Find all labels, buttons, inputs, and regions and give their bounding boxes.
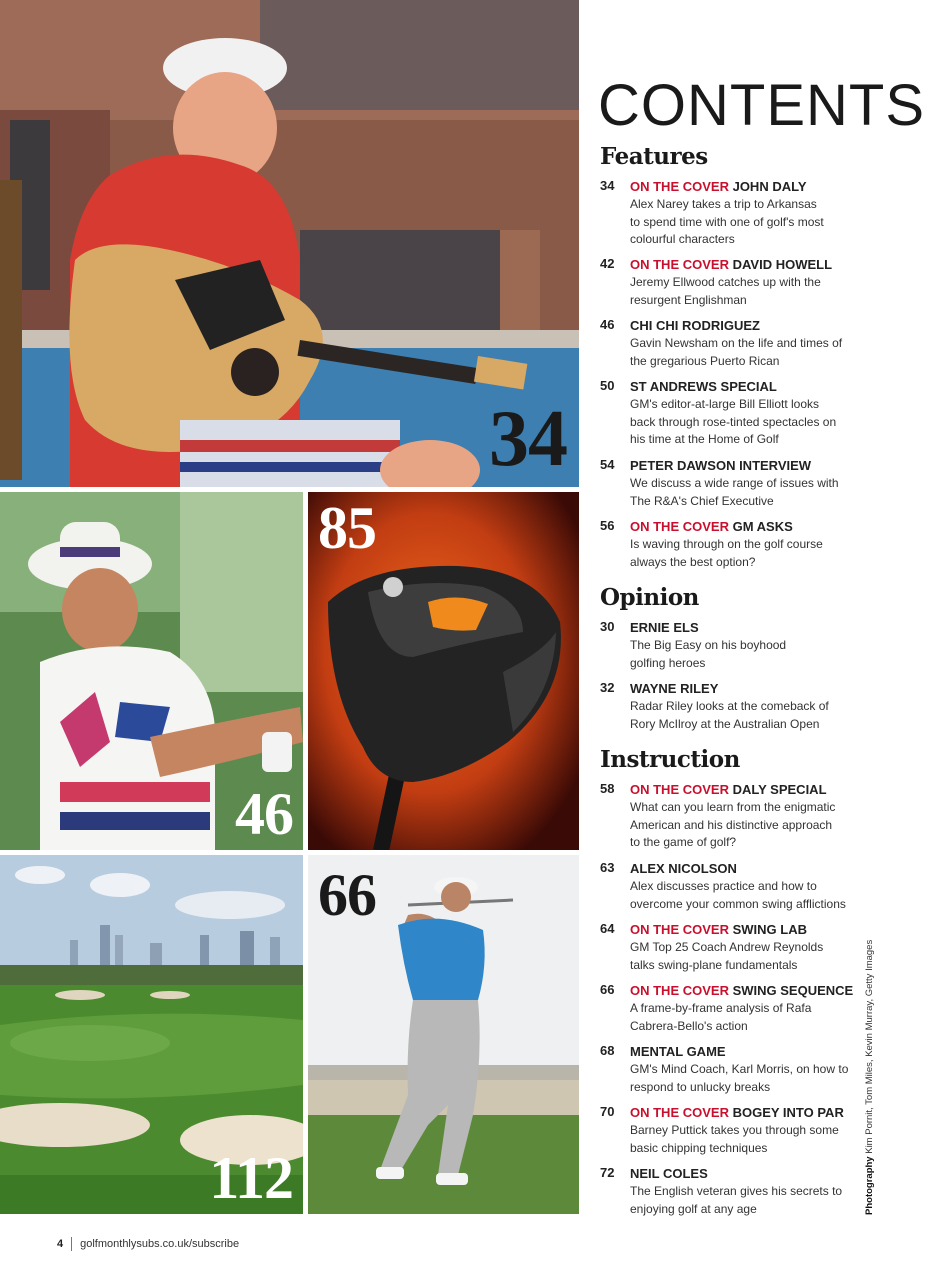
- contents-entry[interactable]: [600, 619, 860, 672]
- contents-entry[interactable]: [600, 378, 860, 449]
- entry-title-text: SWING SEQUENCE: [732, 983, 854, 998]
- entry-title: [630, 1043, 860, 1061]
- page-number: 4: [57, 1238, 64, 1250]
- entry-title: [630, 781, 860, 799]
- subscribe-link[interactable]: golfmonthlysubs.co.uk/subscribe: [80, 1238, 240, 1250]
- entry-title-text: ST ANDREWS SPECIAL: [630, 379, 777, 394]
- cover-tag: ON THE COVER: [630, 519, 729, 534]
- entry-title-text: DALY SPECIAL: [732, 782, 827, 797]
- contents-entry[interactable]: [600, 1165, 860, 1218]
- page-ref-number: 112: [209, 1145, 293, 1211]
- entry-page-number: 58: [600, 781, 615, 796]
- entry-title-text: BOGEY INTO PAR: [732, 1105, 844, 1120]
- entry-page-number: 54: [600, 457, 615, 472]
- entry-title: [630, 982, 860, 1000]
- contents-entry[interactable]: [600, 781, 860, 852]
- entry-title: [630, 178, 860, 196]
- page-ref-number: 66: [318, 862, 376, 928]
- contents-entry[interactable]: [600, 178, 860, 249]
- entry-title: [630, 1104, 860, 1122]
- entry-page-number: 68: [600, 1043, 615, 1058]
- cover-tag: ON THE COVER: [630, 257, 729, 272]
- entry-description: What can you learn from the enigmatic American and his distinctive approach to the game of golf?: [630, 800, 836, 849]
- entry-title: [630, 256, 860, 274]
- photo-john-daly[interactable]: [0, 0, 579, 487]
- entry-title-text: CHI CHI RODRIGUEZ: [630, 318, 760, 333]
- photo-credit-names: Kim Pornit, Tom Miles, Kevin Murray, Getty Images: [864, 939, 875, 1154]
- cover-tag: ON THE COVER: [630, 782, 729, 797]
- entry-title: [630, 860, 860, 878]
- entry-title-text: SWING LAB: [732, 922, 807, 937]
- page-footer: [57, 1237, 239, 1251]
- section-heading-opinion: Opinion: [600, 584, 699, 611]
- entry-page-number: 63: [600, 860, 615, 875]
- entry-title: [630, 619, 860, 637]
- entry-page-number: 46: [600, 317, 615, 332]
- entry-title-text: DAVID HOWELL: [732, 257, 833, 272]
- page-title: CONTENTS: [598, 73, 925, 138]
- entry-page-number: 50: [600, 378, 615, 393]
- contents-entry[interactable]: [600, 317, 860, 370]
- contents-entry[interactable]: [600, 680, 860, 733]
- section-heading-instruction: Instruction: [600, 746, 740, 773]
- entry-page-number: 72: [600, 1165, 615, 1180]
- cover-tag: ON THE COVER: [630, 179, 729, 194]
- entry-page-number: 42: [600, 256, 615, 271]
- photo-credit: [864, 940, 875, 1215]
- entry-description: We discuss a wide range of issues with The R&A's Chief Executive: [630, 476, 839, 508]
- entry-title-text: PETER DAWSON INTERVIEW: [630, 458, 812, 473]
- entry-description: A frame-by-frame analysis of Rafa Cabrera-Bello's action: [630, 1001, 812, 1033]
- entry-title-text: MENTAL GAME: [630, 1044, 726, 1059]
- entry-description: Barney Puttick takes you through some basic chipping techniques: [630, 1123, 839, 1155]
- entry-description: GM's editor-at-large Bill Elliott looks back through rose-tinted spectacles on his time at the Home of Golf: [630, 397, 837, 446]
- contents-entry[interactable]: [600, 518, 860, 571]
- contents-entry[interactable]: [600, 1043, 860, 1096]
- photo-credit-label: Photography: [864, 1156, 875, 1215]
- contents-entry[interactable]: [600, 921, 860, 974]
- entry-page-number: 64: [600, 921, 615, 936]
- cover-tag: ON THE COVER: [630, 922, 729, 937]
- entry-page-number: 34: [600, 178, 615, 193]
- entry-description: The Big Easy on his boyhood golfing heroes: [630, 638, 787, 670]
- entry-description: Alex discusses practice and how to overcome your common swing afflictions: [630, 879, 846, 911]
- entry-title: [630, 378, 860, 396]
- page-ref-number: 46: [235, 781, 293, 847]
- photo-chi-chi-rodriguez[interactable]: [0, 492, 303, 850]
- page-ref-number: 34: [489, 395, 567, 483]
- entry-title-text: GM ASKS: [732, 519, 793, 534]
- contents-entry[interactable]: [600, 457, 860, 510]
- contents-entry[interactable]: [600, 982, 860, 1035]
- footer-divider: [71, 1237, 72, 1251]
- photo-mizuno-driver[interactable]: [308, 492, 579, 850]
- contents-entry[interactable]: [600, 1104, 860, 1157]
- entry-title: [630, 680, 860, 698]
- entry-title-text: WAYNE RILEY: [630, 681, 719, 696]
- cover-tag: ON THE COVER: [630, 983, 729, 998]
- entry-title: [630, 317, 860, 335]
- entry-page-number: 56: [600, 518, 615, 533]
- entry-description: Gavin Newsham on the life and times of the gregarious Puerto Rican: [630, 336, 843, 368]
- entry-description: Jeremy Ellwood catches up with the resurgent Englishman: [630, 275, 821, 307]
- entry-page-number: 30: [600, 619, 615, 634]
- photo-golfer-swing[interactable]: [308, 855, 579, 1214]
- entry-description: GM's Mind Coach, Karl Morris, on how to respond to unlucky breaks: [630, 1062, 849, 1094]
- entry-description: The English veteran gives his secrets to enjoying golf at any age: [630, 1184, 843, 1216]
- entry-title-text: JOHN DALY: [732, 179, 807, 194]
- entry-page-number: 70: [600, 1104, 615, 1119]
- page-ref-number: 85: [318, 495, 376, 561]
- entry-page-number: 32: [600, 680, 615, 695]
- entry-description: Alex Narey takes a trip to Arkansas to spend time with one of golf's most colourful characters: [630, 197, 824, 246]
- entry-title-text: ALEX NICOLSON: [630, 861, 737, 876]
- entry-title: [630, 457, 860, 475]
- contents-entry[interactable]: [600, 256, 860, 309]
- entry-title-text: NEIL COLES: [630, 1166, 708, 1181]
- cover-tag: ON THE COVER: [630, 1105, 729, 1120]
- entry-description: GM Top 25 Coach Andrew Reynolds talks swing-plane fundamentals: [630, 940, 824, 972]
- photo-golf-course[interactable]: [0, 855, 303, 1214]
- entry-title: [630, 518, 860, 536]
- entry-description: Is waving through on the golf course always the best option?: [630, 537, 823, 569]
- entry-page-number: 66: [600, 982, 615, 997]
- entry-title: [630, 921, 860, 939]
- entry-description: Radar Riley looks at the comeback of Rory McIlroy at the Australian Open: [630, 699, 829, 731]
- section-heading-features: Features: [600, 143, 708, 170]
- contents-entry[interactable]: [600, 860, 860, 913]
- entry-title: [630, 1165, 860, 1183]
- entry-title-text: ERNIE ELS: [630, 620, 699, 635]
